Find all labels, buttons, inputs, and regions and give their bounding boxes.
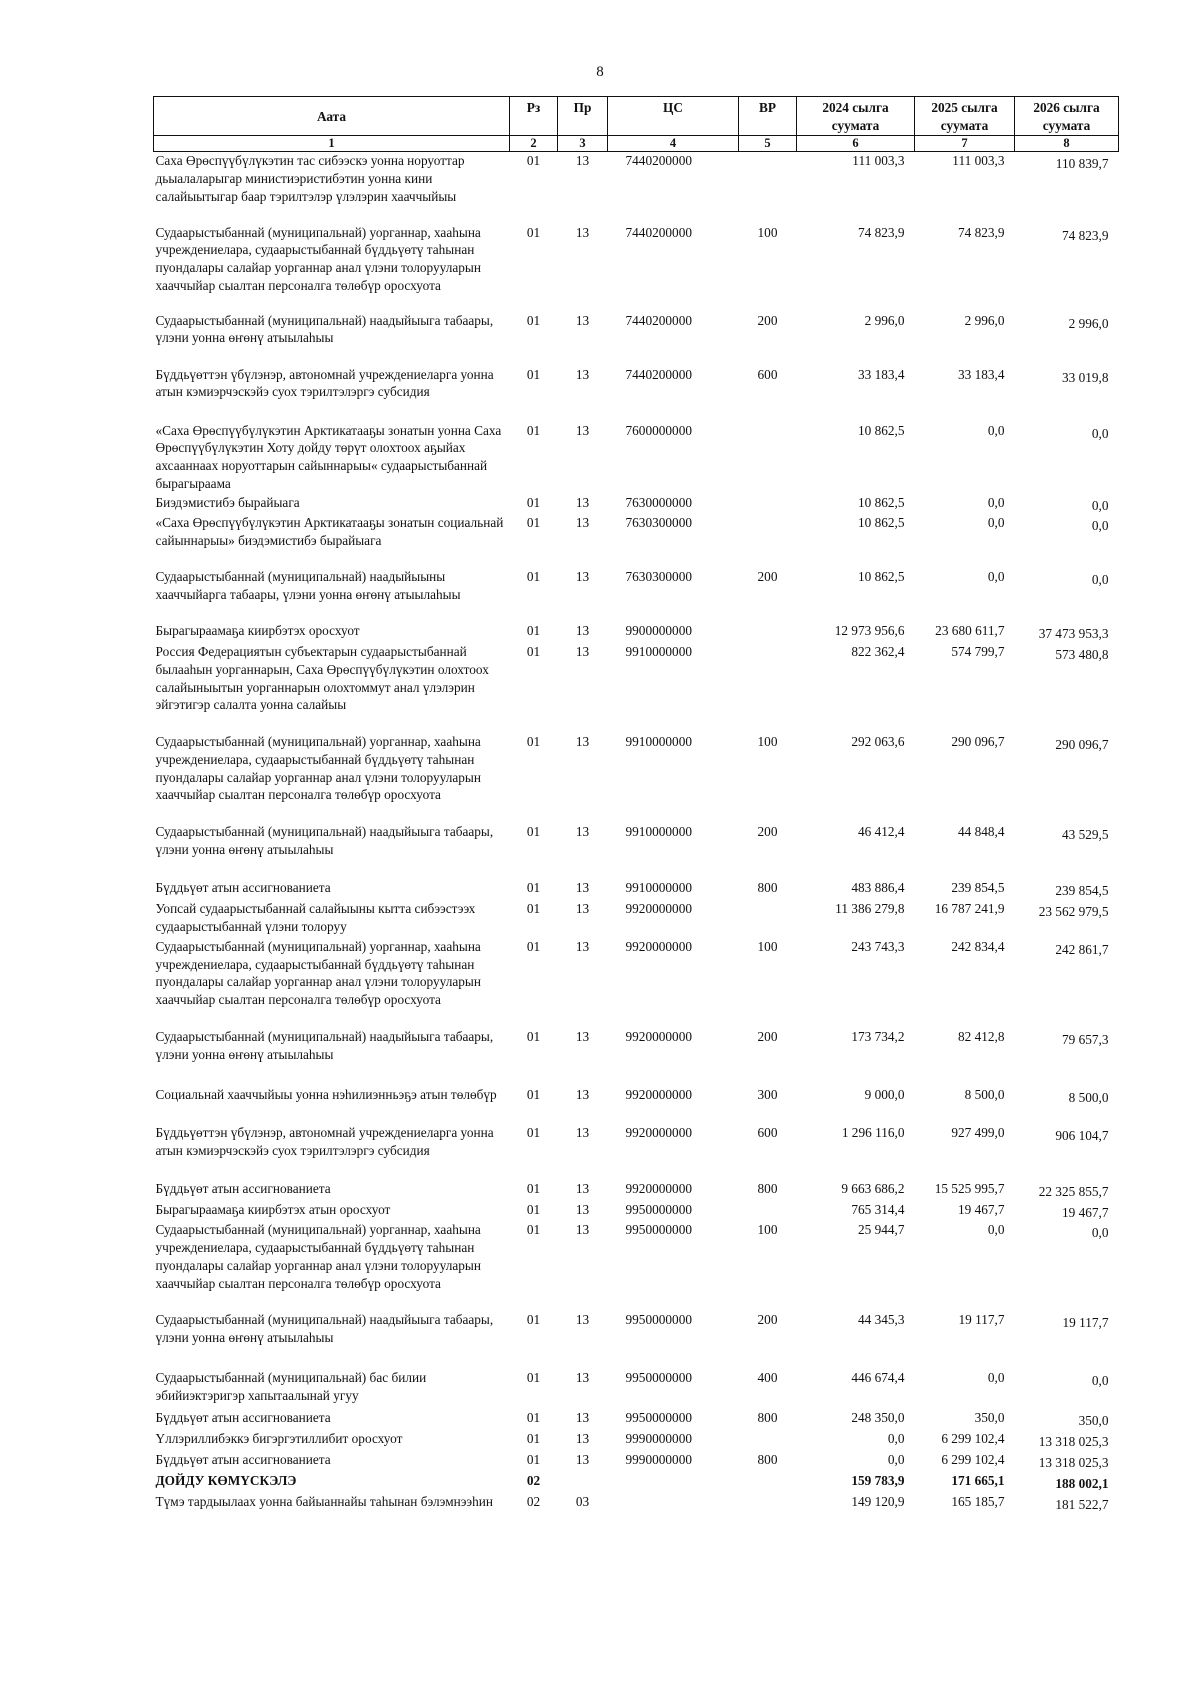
row-cs: 9910000000 <box>625 880 692 896</box>
row-amount-2025: 44 848,4 <box>957 824 1005 840</box>
row-pr: 03 <box>575 1493 590 1509</box>
row-amount-2026: 33 019,8 <box>1061 369 1109 385</box>
row-cs: 7630000000 <box>625 494 692 510</box>
row-pr: 13 <box>575 312 590 328</box>
row-vr <box>739 514 797 568</box>
row-vr <box>739 1472 797 1493</box>
row-pr: 13 <box>575 515 590 531</box>
row-name: Судаарыстыбаннай (муниципальнай) наадыйыыны хааччыйарга табаары, үлэни уонна өҥөнү атыылаһыы <box>155 569 461 603</box>
row-name: Бырагыраамаҕа киирбэтэх атын оросхуот <box>155 1201 391 1217</box>
row-amount-2024: 292 063,6 <box>851 734 905 750</box>
row-amount-2025: 19 117,7 <box>958 1312 1005 1328</box>
row-amount-2026: 2 996,0 <box>1068 315 1109 331</box>
row-name: Биэдэмистибэ бырайыага <box>155 494 300 510</box>
row-amount-2026: 0,0 <box>1091 1225 1109 1241</box>
row-cs: 9990000000 <box>625 1452 692 1468</box>
row-amount-2026: 110 839,7 <box>1055 156 1109 171</box>
row-rz: 01 <box>526 1180 541 1196</box>
row-pr: 13 <box>575 1180 590 1196</box>
row-pr: 13 <box>575 1086 590 1102</box>
table-row <box>154 900 1119 938</box>
row-name: Социальнай хааччыйыы уонна нэһилиэнньэҕэ атын төлөбүр <box>155 1086 497 1102</box>
row-pr: 13 <box>575 1370 590 1386</box>
row-rz: 02 <box>526 1493 541 1509</box>
row-amount-2024: 173 734,2 <box>851 1028 905 1044</box>
column-number-row <box>154 136 1119 152</box>
row-name: Үллэриллибэккэ бигэргэтиллибит оросхуот <box>155 1431 403 1447</box>
row-vr: 800 <box>757 1410 778 1426</box>
row-pr: 13 <box>575 938 590 954</box>
row-amount-2025: 171 665,1 <box>951 1472 1005 1488</box>
row-name: Саха Өрөспүүбүлүкэтин тас сибээскэ уонна норуоттар дьыалаларыгар министиэристибэтин уонна кини салайыытыгар баар тэрилтэлэр үлэлэрин хааччыйыы <box>155 153 465 204</box>
row-pr: 13 <box>575 422 590 438</box>
row-vr: 200 <box>757 312 778 328</box>
row-amount-2025: 0,0 <box>987 515 1005 531</box>
header-vr: ВР <box>739 97 797 136</box>
row-pr: 13 <box>575 224 590 240</box>
row-vr: 100 <box>757 734 778 750</box>
row-vr <box>739 1201 797 1222</box>
row-amount-2024: 33 183,4 <box>857 366 905 382</box>
header-name: Аата <box>154 97 510 136</box>
row-vr: 100 <box>757 224 778 240</box>
row-amount-2024: 765 314,4 <box>851 1201 905 1217</box>
row-pr: 13 <box>575 644 590 660</box>
row-vr: 600 <box>757 366 778 382</box>
row-rz: 01 <box>526 880 541 896</box>
row-amount-2024: 9 000,0 <box>864 1086 905 1102</box>
row-pr: 13 <box>575 1431 590 1447</box>
row-cs: 9920000000 <box>625 1086 692 1102</box>
row-amount-2025: 927 499,0 <box>951 1124 1005 1140</box>
row-rz: 01 <box>526 515 541 531</box>
row-amount-2026: 242 861,7 <box>1055 941 1109 957</box>
row-name: Россия Федерациятын субъектарын судаарыстыбаннай былааһын уорганнарын, Саха Өрөспүүбүлүкэтин олохтоох салайыныытын уорганнарын олохтоммут анал үлэлэрин эйгэтигэр салалта уонна салайыы <box>155 644 489 713</box>
row-rz: 01 <box>526 224 541 240</box>
row-name: Бүддьүөт атын ассигнованиета <box>155 1452 331 1468</box>
row-amount-2024: 248 350,0 <box>851 1410 905 1426</box>
page-number: 8 <box>596 64 604 80</box>
row-pr: 13 <box>575 1028 590 1044</box>
row-amount-2024: 1 296 116,0 <box>841 1124 905 1140</box>
row-name: Бүддьүөт атын ассигнованиета <box>155 880 331 896</box>
row-name: «Саха Өрөспүүбүлүкэтин Арктикатааҕы зонатын социальнай сайыннарыы» биэдэмистибэ бырайыага <box>155 515 504 549</box>
row-amount-2025: 165 185,7 <box>951 1493 1005 1509</box>
row-name: Уопсай судаарыстыбаннай салайыыны кытта сибээстээх судаарыстыбаннай үлэни толоруу <box>155 900 476 934</box>
row-amount-2026: 350,0 <box>1078 1413 1109 1429</box>
row-name: Түмэ тардыылаах уонна байыаннайы таһынан бэлэмнээһин <box>155 1493 494 1509</box>
table-row <box>154 1311 1119 1369</box>
row-rz: 01 <box>526 312 541 328</box>
row-cs: 9950000000 <box>625 1410 692 1426</box>
header-row <box>154 97 1119 136</box>
row-rz: 01 <box>526 494 541 510</box>
table-row <box>154 1028 1119 1086</box>
row-amount-2024: 10 862,5 <box>857 494 905 510</box>
row-rz: 01 <box>526 1452 541 1468</box>
row-rz: 01 <box>526 1410 541 1426</box>
row-amount-2025: 350,0 <box>974 1410 1005 1426</box>
row-pr <box>558 1472 608 1493</box>
row-amount-2025: 0,0 <box>987 1222 1005 1238</box>
column-number: 6 <box>797 136 915 152</box>
row-amount-2025: 111 003,3 <box>952 153 1005 168</box>
row-rz: 01 <box>526 900 541 916</box>
row-vr: 800 <box>757 1452 778 1468</box>
row-amount-2024: 483 886,4 <box>851 880 905 896</box>
row-amount-2024: 446 674,4 <box>851 1370 905 1386</box>
row-name: Судаарыстыбаннай (муниципальнай) бас билии эбийиэктэригэр хапытаалынай угуу <box>155 1370 427 1404</box>
row-amount-2026: 0,0 <box>1091 497 1109 513</box>
row-cs <box>608 1472 739 1493</box>
row-cs: 7440200000 <box>625 312 692 328</box>
row-rz: 01 <box>526 1028 541 1044</box>
row-rz: 01 <box>526 1086 541 1102</box>
row-rz: 01 <box>526 422 541 438</box>
row-name: Бүддьүөт атын ассигнованиета <box>155 1410 331 1426</box>
row-pr: 13 <box>575 494 590 510</box>
row-name: Бырагыраамаҕа киирбэтэх оросхуот <box>155 623 360 639</box>
row-pr: 13 <box>575 1452 590 1468</box>
row-rz: 01 <box>526 569 541 585</box>
row-cs: 9990000000 <box>625 1431 692 1447</box>
row-pr: 13 <box>575 734 590 750</box>
row-cs: 9950000000 <box>625 1201 692 1217</box>
table-row <box>154 1472 1119 1493</box>
table-row <box>154 823 1119 879</box>
row-amount-2024: 46 412,4 <box>857 824 905 840</box>
row-rz: 01 <box>526 1312 541 1328</box>
row-amount-2025: 0,0 <box>987 422 1005 438</box>
table-row <box>154 224 1119 312</box>
row-amount-2024: 2 996,0 <box>864 312 905 328</box>
header-2026: 2026 сылга суумата <box>1015 97 1119 136</box>
row-amount-2024: 11 386 279,8 <box>835 900 905 916</box>
row-amount-2025: 574 799,7 <box>951 644 1005 660</box>
row-amount-2026: 290 096,7 <box>1055 737 1109 753</box>
row-cs <box>608 1493 739 1531</box>
row-pr: 13 <box>575 153 590 168</box>
row-amount-2026: 79 657,3 <box>1061 1031 1109 1047</box>
table-row <box>154 568 1119 622</box>
table-row <box>154 1430 1119 1451</box>
row-cs: 7440200000 <box>625 366 692 382</box>
row-rz: 01 <box>526 734 541 750</box>
row-rz: 02 <box>526 1472 541 1488</box>
row-amount-2026: 188 002,1 <box>1055 1475 1109 1491</box>
row-cs: 7630300000 <box>625 569 692 585</box>
row-pr: 13 <box>575 1410 590 1426</box>
budget-table <box>153 96 1119 1531</box>
table-row <box>154 152 1119 224</box>
row-vr <box>739 422 797 494</box>
row-vr <box>739 643 797 733</box>
row-cs: 9920000000 <box>625 938 692 954</box>
row-amount-2026: 19 467,7 <box>1061 1204 1109 1220</box>
row-amount-2024: 74 823,9 <box>857 224 905 240</box>
row-pr: 13 <box>575 900 590 916</box>
header-pr: Пр <box>558 97 608 136</box>
table-row <box>154 643 1119 733</box>
row-amount-2026: 19 117,7 <box>1062 1315 1109 1331</box>
row-amount-2026: 23 562 979,5 <box>1038 903 1109 919</box>
table-row <box>154 733 1119 823</box>
header-rz: Рз <box>510 97 558 136</box>
row-cs: 9910000000 <box>625 644 692 660</box>
row-vr <box>739 900 797 938</box>
row-cs: 9920000000 <box>625 1180 692 1196</box>
row-cs: 9920000000 <box>625 900 692 916</box>
row-vr: 200 <box>757 569 778 585</box>
row-vr: 600 <box>757 1124 778 1140</box>
column-number: 1 <box>154 136 510 152</box>
table-row <box>154 938 1119 1028</box>
row-vr <box>739 494 797 515</box>
table-row <box>154 494 1119 515</box>
column-number: 3 <box>558 136 608 152</box>
row-pr: 13 <box>575 569 590 585</box>
row-amount-2024: 0,0 <box>887 1452 905 1468</box>
row-cs: 7440200000 <box>625 224 692 240</box>
row-rz: 01 <box>526 1222 541 1238</box>
table-row <box>154 1221 1119 1311</box>
row-amount-2024: 9 663 686,2 <box>841 1180 905 1196</box>
table-body <box>154 152 1119 1531</box>
row-amount-2026: 43 529,5 <box>1061 827 1109 843</box>
row-amount-2025: 16 787 241,9 <box>934 900 1005 916</box>
row-name: Бүддьүөттэн үбүлэнэр, автономнай учреждениеларга уонна атын кэмиэрчэскэйэ суох тэрилтэлэргэ субсидия <box>155 366 494 400</box>
row-rz: 01 <box>526 623 541 639</box>
row-pr: 13 <box>575 1222 590 1238</box>
row-cs: 9950000000 <box>625 1312 692 1328</box>
row-pr: 13 <box>575 1201 590 1217</box>
row-amount-2026: 0,0 <box>1091 518 1109 534</box>
row-cs: 9920000000 <box>625 1028 692 1044</box>
row-name: Судаарыстыбаннай (муниципальнай) наадыйыыга табаары, үлэни уонна өҥөнү атыылаһыы <box>155 312 494 346</box>
row-amount-2024: 0,0 <box>887 1431 905 1447</box>
row-name: Бүддьүөттэн үбүлэнэр, автономнай учреждениеларга уонна атын кэмиэрчэскэйэ суох тэрилтэлэргэ субсидия <box>155 1124 494 1158</box>
row-vr: 100 <box>757 1222 778 1238</box>
row-vr <box>739 622 797 643</box>
row-rz: 01 <box>526 644 541 660</box>
table-row <box>154 422 1119 494</box>
table-row <box>154 1201 1119 1222</box>
table-row <box>154 366 1119 422</box>
row-name: Бүддьүөт атын ассигнованиета <box>155 1180 331 1196</box>
row-name: Судаарыстыбаннай (муниципальнай) наадыйыыга табаары, үлэни уонна өҥөнү атыылаһыы <box>155 1312 494 1346</box>
row-amount-2026: 0,0 <box>1091 572 1109 588</box>
row-amount-2026: 74 823,9 <box>1061 227 1109 243</box>
row-amount-2025: 0,0 <box>987 569 1005 585</box>
row-amount-2025: 19 467,7 <box>957 1201 1005 1217</box>
table-row <box>154 1369 1119 1409</box>
row-name: «Саха Өрөспүүбүлүкэтин Арктикатааҕы зонатын уонна Саха Өрөспүүбүлүкэтин Хоту дойду төрүт олохтоох аҕыйах ахсааннаах норуоттарын сайыннарыы« судаарыстыбаннай бырагыраама <box>155 422 502 491</box>
row-amount-2025: 15 525 995,7 <box>934 1180 1005 1196</box>
row-amount-2024: 159 783,9 <box>851 1472 905 1488</box>
row-amount-2025: 6 299 102,4 <box>941 1452 1005 1468</box>
row-amount-2026: 0,0 <box>1091 1373 1109 1389</box>
row-amount-2025: 2 996,0 <box>964 312 1005 328</box>
row-amount-2025: 290 096,7 <box>951 734 1005 750</box>
row-vr <box>739 1430 797 1451</box>
row-pr: 13 <box>575 366 590 382</box>
row-amount-2025: 82 412,8 <box>957 1028 1005 1044</box>
row-pr: 13 <box>575 623 590 639</box>
table-row <box>154 622 1119 643</box>
column-number: 7 <box>915 136 1015 152</box>
row-amount-2025: 33 183,4 <box>957 366 1005 382</box>
row-amount-2026: 0,0 <box>1091 425 1109 441</box>
row-name: Судаарыстыбаннай (муниципальнай) уорганнар, хааһына учреждениелара, судаарыстыбаннай бүддьүөтү таһынан пуондалары салайар уорганнар анал үлэни толорууларын хааччыйар сыалтан персоналга төлөбүр оросхуота <box>155 224 481 293</box>
row-cs: 9920000000 <box>625 1124 692 1140</box>
row-vr: 200 <box>757 824 778 840</box>
column-number: 8 <box>1015 136 1119 152</box>
row-amount-2026: 906 104,7 <box>1055 1127 1109 1143</box>
row-vr: 800 <box>757 880 778 896</box>
row-cs: 9910000000 <box>625 734 692 750</box>
row-rz: 01 <box>526 1124 541 1140</box>
row-amount-2024: 44 345,3 <box>857 1312 905 1328</box>
row-vr: 800 <box>757 1180 778 1196</box>
table-row <box>154 1086 1119 1124</box>
row-cs: 7440200000 <box>625 153 692 168</box>
table-row <box>154 1451 1119 1472</box>
header-2024: 2024 сылга суумата <box>797 97 915 136</box>
row-vr <box>739 152 797 224</box>
row-amount-2026: 13 318 025,3 <box>1038 1434 1109 1450</box>
row-vr: 200 <box>757 1028 778 1044</box>
row-rz: 01 <box>526 1431 541 1447</box>
row-vr: 400 <box>757 1370 778 1386</box>
row-amount-2025: 242 834,4 <box>951 938 1005 954</box>
row-amount-2026: 573 480,8 <box>1055 647 1109 663</box>
row-rz: 01 <box>526 153 541 168</box>
row-vr <box>739 1493 797 1531</box>
row-amount-2024: 10 862,5 <box>857 569 905 585</box>
row-amount-2024: 822 362,4 <box>851 644 905 660</box>
row-amount-2026: 37 473 953,3 <box>1038 626 1109 642</box>
table-row <box>154 1124 1119 1180</box>
row-amount-2026: 13 318 025,3 <box>1038 1455 1109 1471</box>
header-cs: ЦС <box>608 97 739 136</box>
row-vr: 200 <box>757 1312 778 1328</box>
row-amount-2024: 10 862,5 <box>857 515 905 531</box>
row-pr: 13 <box>575 1124 590 1140</box>
row-amount-2025: 0,0 <box>987 1370 1005 1386</box>
row-amount-2024: 243 743,3 <box>851 938 905 954</box>
row-pr: 13 <box>575 1312 590 1328</box>
row-amount-2026: 22 325 855,7 <box>1038 1183 1109 1199</box>
row-amount-2026: 239 854,5 <box>1055 883 1109 899</box>
table-row <box>154 1180 1119 1201</box>
header-2025: 2025 сылга суумата <box>915 97 1015 136</box>
row-amount-2026: 181 522,7 <box>1055 1496 1109 1512</box>
row-name: Судаарыстыбаннай (муниципальнай) наадыйыыга табаары, үлэни уонна өҥөнү атыылаһыы <box>155 1028 494 1062</box>
row-amount-2024: 25 944,7 <box>857 1222 905 1238</box>
row-amount-2025: 239 854,5 <box>951 880 1005 896</box>
row-amount-2025: 23 680 611,7 <box>935 623 1005 639</box>
row-pr: 13 <box>575 880 590 896</box>
row-amount-2025: 0,0 <box>987 494 1005 510</box>
row-cs: 9950000000 <box>625 1222 692 1238</box>
table-row <box>154 514 1119 568</box>
row-amount-2024: 12 973 956,6 <box>834 623 905 639</box>
row-name: Судаарыстыбаннай (муниципальнай) уорганнар, хааһына учреждениелара, судаарыстыбаннай бүддьүөтү таһынан пуондалары салайар уорганнар анал үлэни толорууларын хааччыйар сыалтан персоналга төлөбүр оросхуота <box>155 1222 481 1291</box>
row-pr: 13 <box>575 824 590 840</box>
row-rz: 01 <box>526 366 541 382</box>
row-name: Судаарыстыбаннай (муниципальнай) уорганнар, хааһына учреждениелара, судаарыстыбаннай бүддьүөтү таһынан пуондалары салайар уорганнар анал үлэни толорууларын хааччыйар сыалтан персоналга төлөбүр оросхуота <box>155 938 481 1008</box>
row-amount-2026: 8 500,0 <box>1068 1089 1109 1105</box>
row-name: ДОЙДУ КӨМҮСКЭЛЭ <box>155 1472 297 1488</box>
row-amount-2024: 10 862,5 <box>857 422 905 438</box>
row-rz: 01 <box>526 1201 541 1217</box>
row-vr: 100 <box>757 938 778 954</box>
row-amount-2025: 6 299 102,4 <box>941 1431 1005 1447</box>
row-amount-2025: 74 823,9 <box>957 224 1005 240</box>
row-name: Судаарыстыбаннай (муниципальнай) уорганнар, хааһына учреждениелара, судаарыстыбаннай бүддьүөтү таһынан пуондалары салайар уорганнар анал үлэни толорууларын хааччыйар сыалтан персоналга төлөбүр оросхуота <box>155 734 481 803</box>
table-row <box>154 1493 1119 1531</box>
row-rz: 01 <box>526 824 541 840</box>
table-row <box>154 1409 1119 1430</box>
row-amount-2024: 149 120,9 <box>851 1493 905 1509</box>
column-number: 4 <box>608 136 739 152</box>
row-cs: 9910000000 <box>625 824 692 840</box>
row-vr: 300 <box>757 1086 778 1102</box>
row-name: Судаарыстыбаннай (муниципальнай) наадыйыыга табаары, үлэни уонна өҥөнү атыылаһыы <box>155 824 494 857</box>
row-rz: 01 <box>526 1370 541 1386</box>
row-amount-2025: 8 500,0 <box>964 1086 1005 1102</box>
row-amount-2024: 111 003,3 <box>852 153 905 168</box>
column-number: 5 <box>739 136 797 152</box>
row-cs: 9950000000 <box>625 1370 692 1386</box>
row-cs: 7600000000 <box>625 422 692 438</box>
table-row <box>154 879 1119 900</box>
row-rz: 01 <box>526 938 541 954</box>
row-cs: 7630300000 <box>625 515 692 531</box>
row-cs: 9900000000 <box>625 623 692 639</box>
column-number: 2 <box>510 136 558 152</box>
table-row <box>154 312 1119 366</box>
